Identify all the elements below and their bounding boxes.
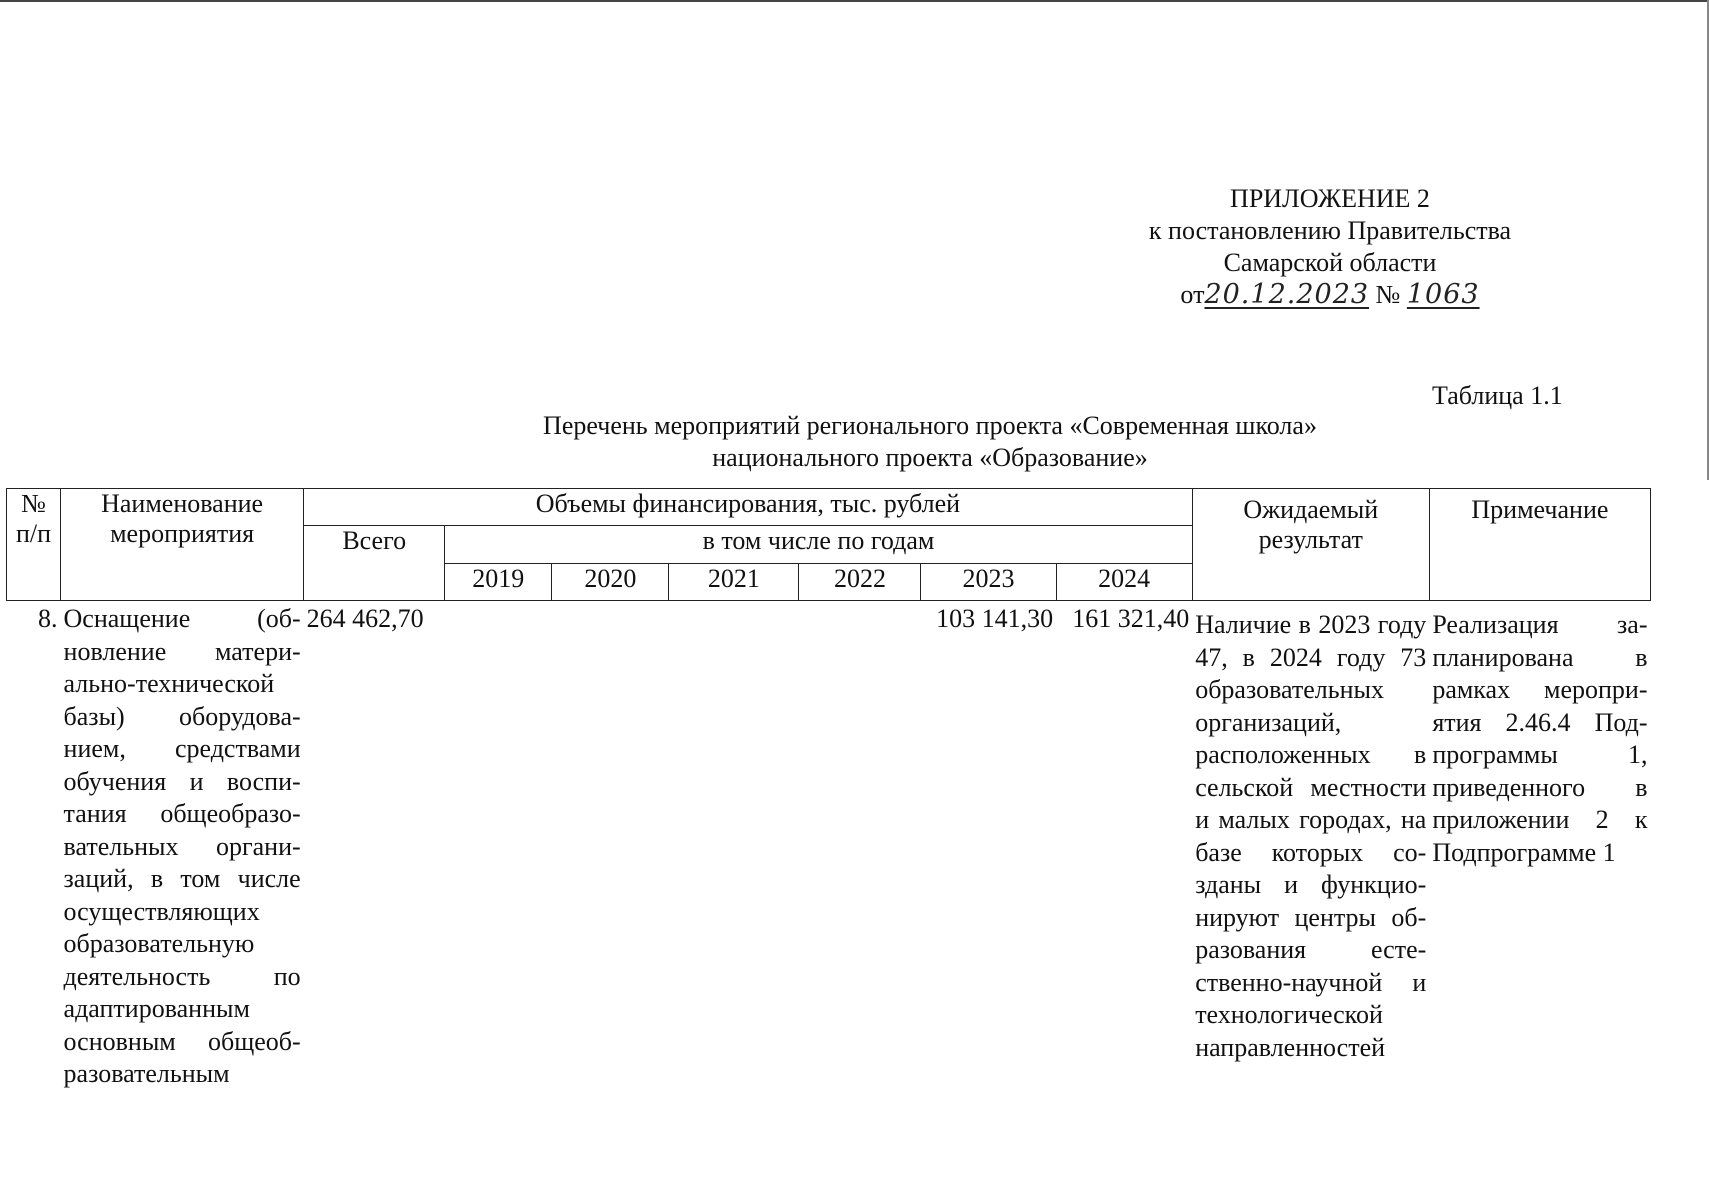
- row-2019: [445, 601, 552, 1091]
- title-line-2: национального проекта «Образование»: [712, 443, 1148, 472]
- header-funding: Объемы финансирования, тыс. рублей: [304, 489, 1193, 526]
- header-name: Наименование мероприятия: [61, 489, 304, 601]
- header-note: Примечание: [1429, 489, 1650, 601]
- table-row: [7, 601, 1651, 1091]
- handwritten-date: 20.12.2023: [1204, 279, 1370, 310]
- row-note: Реализация запланирована в рамках мероприятия 2.46.4 Подпрограммы 1, приведенного в приложении 2 к Подпрограмме 1: [1429, 601, 1650, 1091]
- header-year-2021: 2021: [669, 564, 799, 601]
- table-label: Таблица 1.1: [1432, 381, 1563, 410]
- header-year-2022: 2022: [799, 564, 921, 601]
- header-num: № п/п: [7, 489, 61, 601]
- header-by-years: в том числе по годам: [445, 526, 1192, 564]
- date-prefix: от: [1180, 280, 1205, 309]
- row-2023: 103 141,30: [921, 601, 1056, 1091]
- appendix-line-2: Самарской области: [1223, 248, 1437, 277]
- appendix-date-row: [1080, 279, 1580, 311]
- row-result: Наличие в 2023 году 47, в 2024 году 73 образовательных организаций, расположенных в сельской местности и малых городах, на базе которых созданы и функционируют центры образования естественно-научной и технологической направленностей: [1192, 601, 1429, 1091]
- scan-edge-top: [0, 0, 1709, 2]
- title-line-1: Перечень мероприятий регионального проекта «Современная школа»: [543, 411, 1317, 440]
- header-year-2024: 2024: [1056, 564, 1192, 601]
- row-2020: [552, 601, 669, 1091]
- row-2024: 161 321,40: [1056, 601, 1192, 1091]
- handwritten-number: 1063: [1406, 279, 1480, 310]
- appendix-title: ПРИЛОЖЕНИЕ 2: [1230, 184, 1430, 213]
- document-title: [380, 410, 1480, 474]
- header-total: Всего: [304, 526, 445, 601]
- measures-table: [6, 488, 1651, 1091]
- header-year-2020: 2020: [552, 564, 669, 601]
- header-result: Ожидаемый результат: [1192, 489, 1429, 601]
- row-total: 264 462,70: [304, 601, 445, 1091]
- appendix-block: [1080, 183, 1580, 311]
- row-num: 8.: [7, 601, 61, 1091]
- header-year-2019: 2019: [445, 564, 552, 601]
- appendix-line-1: к постановлению Правительства: [1148, 216, 1512, 245]
- row-name: Оснащение (обновление материально-технической базы) оборудованием, средствами обучения и воспитания общеобразовательных организаций, в том числе осуществляющих образовательную деятельность по адаптированным основным общеобразовательным: [61, 601, 304, 1091]
- row-2022: [799, 601, 921, 1091]
- header-year-2023: 2023: [921, 564, 1056, 601]
- number-prefix: №: [1375, 280, 1401, 309]
- row-2021: [669, 601, 799, 1091]
